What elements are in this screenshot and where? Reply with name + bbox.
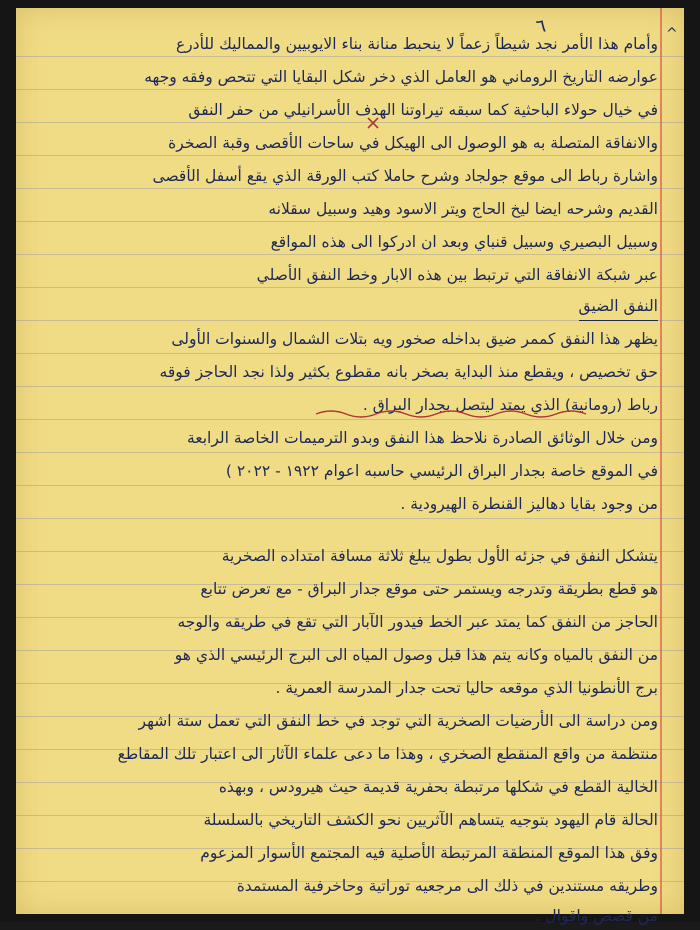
text-line: حق تخصيص ، ويقطع منذ البداية بصخر بانه مقطوع بكثير ولذا نجد الحاجز فوقه: [159, 363, 658, 381]
text-line: ومن دراسة الى الأرضيات الصخرية التي توجد في خط النفق التي تعمل ستة اشهر: [138, 712, 658, 730]
section-heading: النفق الضيق: [579, 292, 658, 321]
ruled-line: [16, 353, 684, 354]
text-line: الحالة قام اليهود بتوجيه يتساهم الآثريين نحو الكشف التاريخي بالسلسلة: [203, 811, 658, 829]
text-line: منتظمة من واقع المنقطع الصخري ، وهذا ما دعى علماء الآثار الى اعتبار تلك المقاطع: [117, 745, 658, 763]
ruled-line: [16, 386, 684, 387]
ruled-line: [16, 485, 684, 486]
text-line: ومن خلال الوثائق الصادرة نلاحظ هذا النفق وبدو الترميمات الخاصة الرابعة: [186, 429, 658, 447]
handwritten-page: [16, 8, 684, 925]
text-line: هو قطع بطريقة وتدرجه ويستمر حتى موقع جدار البراق - مع تعرض تتابع: [200, 580, 658, 598]
text-line: وسبيل البصيري وسبيل قنباي وبعد ان ادركوا الى هذه المواقع: [270, 233, 658, 251]
text-line: في الموقع خاصة بجدار البراق الرئيسي حاسبه اعوام ١٩٢٢ - ٢٠٢٢ ): [225, 462, 658, 480]
text-line: وأمام هذا الأمر نجد شيطاً زعماً لا ينحبط منانة بناء الايوبيين والمماليك للأدرع: [175, 35, 658, 53]
text-line: برج الأنطونيا الذي موقعه حاليا تحت جدار المدرسة العمرية .: [275, 679, 658, 697]
text-line: القديم وشرحه ايضا ليخ الحاج ويتر الاسود وهيد وسبيل سقلانه: [268, 200, 658, 218]
text-line: من النفق بالمياه وكانه يتم هذا قبل وصول المياه الى البرج الرئيسي الذي هو: [174, 646, 658, 664]
text-line: الحاجز من النفق كما يمتد عبر الخط فيدور الآبار التي تقع في طريقه والوجه: [177, 613, 658, 631]
corner-mark: ^: [666, 26, 678, 42]
text-line: عبر شبكة الانفاقة التي ترتبط بين هذه الابار وخط النفق الأصلي: [256, 266, 658, 284]
ruled-line: [16, 452, 684, 453]
ruled-line: [16, 419, 684, 420]
text-line: الخالية القطع في شكلها مرتبطة بحفرية قديمة حيث هيرودس ، وبهذه: [218, 778, 658, 796]
text-line: من قصص واقوال .: [535, 907, 658, 925]
text-line: في خيال حولاء الباحثية كما سبقه تيراوتنا الهدف الأسرانيلي من حفر النفق: [188, 101, 658, 119]
text-line: والانفاقة المتصلة به هو الوصول الى الهيكل في ساحات الأقصى وقبة الصخرة: [168, 134, 658, 152]
text-line: عوارضه التاريخ الروماني هو العامل الذي دخر شكل البقايا التي تتحص وفقه وجهه: [144, 68, 658, 86]
text-line: من وجود بقايا دهاليز القنطرة الهيرودية .: [400, 495, 658, 513]
text-line: رباط (رومانية) الذي يمتد ليتصل بجدار البراق .: [362, 396, 658, 414]
text-line: وفق هذا الموقع المنطقة المرتبطة الأصلية فيه المجتمع الأسوار المزعوم: [200, 844, 658, 862]
text-line: يظهر هذا النفق كممر ضيق بداخله صخور ويه بتلات الشمال والسنوات الأولى: [171, 330, 658, 348]
text-line: واشارة رباط الى موقع جولجاد وشرح حاملا كتب الورقة الذي يقع أسفل الأقصى: [152, 167, 658, 185]
page-number: ٦: [534, 15, 548, 38]
ruled-line: [16, 518, 684, 519]
text-line: وطريقه مستندين في ذلك الى مرجعيه توراتية وحاخرفية المستمدة: [236, 877, 658, 895]
margin-line: [660, 8, 662, 914]
text-line: يتشكل النفق في جزئه الأول بطول يبلغ ثلاثة مسافة امتداده الصخرية: [221, 547, 658, 565]
